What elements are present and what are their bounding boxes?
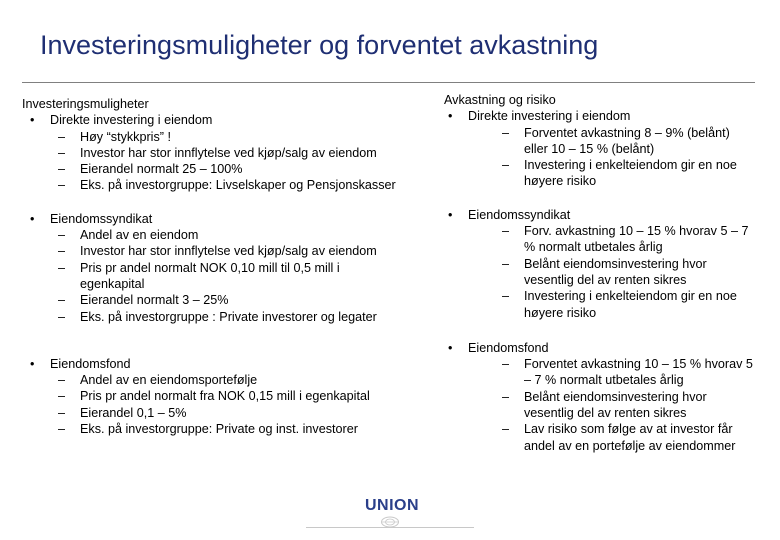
dash-icon: – bbox=[58, 260, 66, 275]
sub-item bbox=[468, 256, 754, 289]
bullet-icon: • bbox=[30, 211, 35, 226]
sub-text: Belånt eiendomsinvestering hvor vesentlig del av renten sikres bbox=[524, 256, 707, 287]
dash-icon: – bbox=[58, 244, 66, 259]
sub-item bbox=[468, 356, 754, 389]
sub-text: Høy “stykkpris” ! bbox=[80, 129, 171, 144]
bullet-label: Eiendomssyndikat bbox=[468, 207, 571, 222]
right-column bbox=[442, 92, 754, 454]
dash-icon: – bbox=[58, 422, 66, 437]
dash-icon: – bbox=[58, 178, 66, 193]
bullet-label: Eiendomssyndikat bbox=[50, 211, 153, 226]
dash-icon: – bbox=[502, 357, 510, 372]
sub-text: Belånt eiendomsinvestering hvor vesentlig del av renten sikres bbox=[524, 389, 707, 421]
dash-icon: – bbox=[502, 422, 510, 437]
dash-icon: – bbox=[58, 309, 66, 324]
dash-icon: – bbox=[58, 373, 66, 388]
dash-icon: – bbox=[502, 158, 510, 173]
right-bullet-list bbox=[442, 108, 754, 454]
sub-list bbox=[468, 223, 754, 321]
dash-icon: – bbox=[502, 389, 510, 404]
bullet-icon: • bbox=[448, 340, 453, 355]
sub-item bbox=[468, 421, 754, 454]
sub-item bbox=[50, 309, 442, 325]
sub-item bbox=[50, 145, 442, 161]
sub-text: Pris pr andel normalt NOK 0,10 mill til 0,5 mill i egenkapital bbox=[80, 260, 340, 291]
left-bullet-list bbox=[22, 112, 442, 437]
sub-item bbox=[468, 157, 754, 190]
sub-item bbox=[50, 292, 442, 308]
left-column bbox=[22, 96, 442, 437]
left-bullet-syndikat bbox=[22, 211, 442, 325]
slide-title: Investeringsmuligheter og forventet avkastning bbox=[40, 30, 599, 60]
sub-text: Investering i enkelteiendom gir en noe høyere risiko bbox=[524, 158, 737, 189]
logo-wordmark: UNION bbox=[365, 497, 420, 514]
dash-icon: – bbox=[58, 405, 66, 420]
sub-item bbox=[50, 129, 442, 145]
sub-text: Investor har stor innflytelse ved kjøp/salg av eiendom bbox=[80, 244, 377, 259]
bullet-icon: • bbox=[30, 356, 35, 371]
bullet-icon: • bbox=[448, 109, 453, 124]
sub-item bbox=[468, 288, 754, 321]
sub-item bbox=[50, 405, 442, 421]
sub-text: Eks. på investorgruppe: Livselskaper og Pensjonskasser bbox=[80, 178, 396, 193]
bullet-icon: • bbox=[448, 207, 453, 222]
dash-icon: – bbox=[502, 125, 510, 140]
sub-list bbox=[468, 356, 754, 454]
sub-item bbox=[50, 388, 442, 404]
sub-text: Pris pr andel normalt fra NOK 0,15 mill i egenkapital bbox=[80, 389, 370, 404]
bullet-icon: • bbox=[30, 113, 35, 128]
sub-item bbox=[50, 421, 442, 437]
sub-text: Forv. avkastning 10 – 15 % hvorav 5 – 7 % normalt utbetales årlig bbox=[524, 224, 749, 255]
right-heading: Avkastning og risiko bbox=[444, 93, 556, 107]
left-heading: Investeringsmuligheter bbox=[22, 97, 149, 111]
dash-icon: – bbox=[502, 289, 510, 304]
sub-text: Eierandel normalt 25 – 100% bbox=[80, 162, 243, 177]
sub-text: Investor har stor innflytelse ved kjøp/salg av eiendom bbox=[80, 145, 377, 160]
sub-item bbox=[50, 177, 442, 193]
dash-icon: – bbox=[502, 256, 510, 271]
sub-item bbox=[50, 372, 442, 388]
sub-item bbox=[50, 243, 442, 259]
left-bullet-fond bbox=[22, 356, 442, 437]
bullet-label: Direkte investering i eiendom bbox=[50, 113, 213, 128]
dash-icon: – bbox=[58, 293, 66, 308]
footer-divider bbox=[306, 527, 474, 528]
sub-list bbox=[468, 125, 754, 190]
sub-text: Investering i enkelteiendom gir en noe høyere risiko bbox=[524, 289, 737, 320]
sub-item bbox=[468, 389, 754, 422]
sub-item bbox=[50, 161, 442, 177]
sub-list bbox=[50, 129, 442, 194]
sub-text: Lav risiko som følge av at investor får andel av en portefølje av eiendommer bbox=[524, 422, 736, 453]
sub-item bbox=[468, 223, 754, 256]
title-divider bbox=[22, 82, 755, 83]
sub-text: Forventet avkastning 10 – 15 % hvorav 5 – 7 % normalt utbetales årlig bbox=[524, 357, 753, 388]
dash-icon: – bbox=[58, 228, 66, 243]
dash-icon: – bbox=[502, 224, 510, 239]
right-bullet-direkte bbox=[442, 108, 754, 189]
sub-item bbox=[50, 260, 380, 293]
sub-text: Eierandel normalt 3 – 25% bbox=[80, 293, 229, 308]
dash-icon: – bbox=[58, 129, 66, 144]
sub-list bbox=[50, 372, 442, 437]
dash-icon: – bbox=[58, 389, 66, 404]
dash-icon: – bbox=[58, 145, 66, 160]
sub-text: Andel av en eiendomsportefølje bbox=[80, 373, 258, 388]
sub-item bbox=[50, 227, 442, 243]
sub-text: Eks. på investorgruppe: Private og inst. investorer bbox=[80, 422, 358, 437]
sub-item bbox=[468, 125, 754, 158]
sub-text: Eierandel 0,1 – 5% bbox=[80, 405, 187, 420]
right-bullet-syndikat bbox=[442, 207, 754, 321]
sub-list bbox=[50, 227, 442, 325]
sub-text: Andel av en eiendom bbox=[80, 228, 199, 243]
left-bullet-direkte bbox=[22, 112, 442, 193]
sub-text: Eks. på investorgruppe : Private investorer og legater bbox=[80, 309, 377, 324]
bullet-label: Direkte investering i eiendom bbox=[468, 109, 631, 124]
dash-icon: – bbox=[58, 162, 66, 177]
right-bullet-fond bbox=[442, 340, 754, 454]
bullet-label: Eiendomsfond bbox=[468, 340, 549, 355]
bullet-label: Eiendomsfond bbox=[50, 356, 131, 371]
sub-text: Forventet avkastning 8 – 9% (belånt) eller 10 – 15 % (belånt) bbox=[524, 125, 730, 156]
